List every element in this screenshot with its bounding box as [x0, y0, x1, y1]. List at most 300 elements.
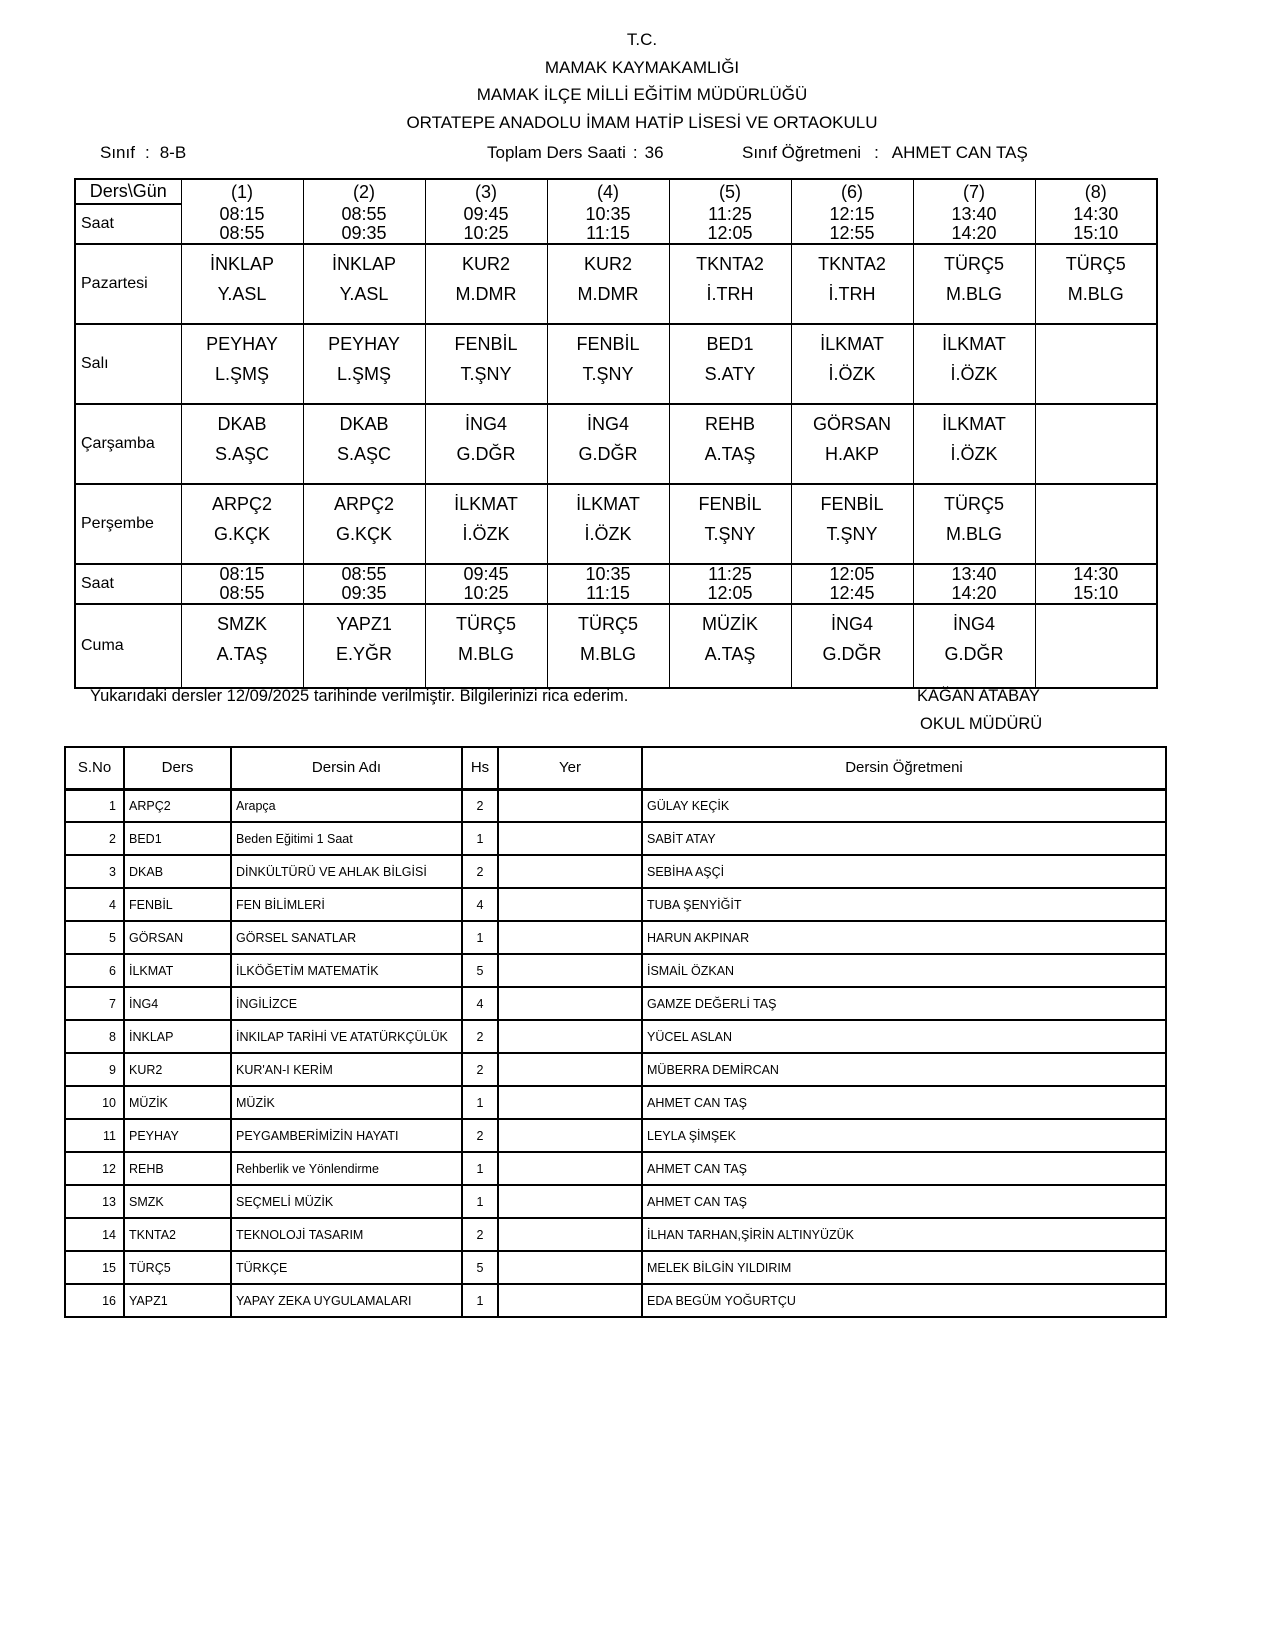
lesson-cell: [425, 404, 547, 484]
note-text: Yukarıdaki dersler 12/09/2025 tarihinde verilmiştir. Bilgilerinizi rica ederim.: [90, 687, 629, 705]
time-start: 13:40: [951, 564, 997, 584]
row-number: 6: [65, 954, 124, 987]
time-end: 12:45: [829, 583, 875, 603]
lesson-code: YAPZ1: [336, 614, 392, 634]
course-hours: 1: [462, 1152, 498, 1185]
lesson-teacher: M.DMR: [455, 284, 517, 304]
course-code: BED1: [124, 822, 231, 855]
row-number: 7: [65, 987, 124, 1020]
lesson-cell: [303, 244, 425, 324]
course-hours: 2: [462, 789, 498, 822]
time-cell: [547, 204, 669, 244]
letterhead-line-directorate: MAMAK İLÇE MİLLİ EĞİTİM MÜDÜRLÜĞÜ: [476, 85, 808, 104]
course-code: ARPÇ2: [124, 789, 231, 822]
corner-cell: Ders\Gün: [75, 179, 181, 204]
time-cell: [669, 564, 791, 604]
course-code: TÜRÇ5: [124, 1251, 231, 1284]
time-end: 10:25: [463, 222, 509, 243]
course-row: [65, 1284, 1166, 1317]
course-name: DİNKÜLTÜRÜ VE AHLAK BİLGİSİ: [231, 855, 462, 888]
saat-row: [75, 204, 1157, 244]
course-name: Arapça: [231, 789, 462, 822]
letterhead-line-school: ORTATEPE ANADOLU İMAM HATİP LİSESİ VE ORTAOKULU: [406, 112, 878, 132]
lesson-cell: [669, 484, 791, 564]
day-row: [75, 244, 1157, 324]
time-start: 14:30: [1073, 564, 1119, 584]
day-label: Çarşamba: [75, 404, 181, 484]
course-code: İNG4: [124, 987, 231, 1020]
lesson-code: KUR2: [461, 254, 510, 274]
course-teacher: MÜBERRA DEMİRCAN: [642, 1053, 1166, 1086]
col-header-dersin-adi: Dersin Adı: [231, 747, 462, 789]
course-place: [498, 1218, 642, 1251]
time-end: 14:20: [951, 583, 997, 603]
day-label: Salı: [75, 324, 181, 404]
lesson-teacher: İ.ÖZK: [828, 364, 876, 384]
course-code: YAPZ1: [124, 1284, 231, 1317]
weekly-timetable: [74, 178, 1158, 689]
course-hours: 1: [462, 1284, 498, 1317]
day-row: [75, 324, 1157, 404]
class-teacher-value: AHMET CAN TAŞ: [891, 143, 1028, 162]
row-number: 1: [65, 789, 124, 822]
course-teacher: TUBA ŞENYİĞİT: [642, 888, 1166, 921]
class-info: [100, 143, 186, 163]
time-cell: [791, 564, 913, 604]
lesson-cell: [181, 324, 303, 404]
lesson-code: TÜRÇ5: [455, 614, 516, 634]
lesson-code: TKNTA2: [818, 254, 886, 274]
day-row: [75, 404, 1157, 484]
lesson-code: İLKMAT: [576, 494, 640, 514]
time-start: 14:30: [1073, 204, 1119, 224]
lesson-cell: [1035, 324, 1157, 404]
course-row: [65, 789, 1166, 822]
lesson-code: MÜZİK: [702, 614, 758, 634]
row-number: 8: [65, 1020, 124, 1053]
course-hours: 2: [462, 1053, 498, 1086]
lesson-cell: [303, 484, 425, 564]
lesson-code: İLKMAT: [820, 334, 884, 354]
lesson-teacher: M.BLG: [579, 644, 636, 664]
course-teacher: İSMAİL ÖZKAN: [642, 954, 1166, 987]
letterhead-line-tc: T.C.: [626, 30, 658, 49]
lesson-teacher: İ.TRH: [828, 284, 876, 304]
course-name: FEN BİLİMLERİ: [231, 888, 462, 921]
course-hours: 4: [462, 987, 498, 1020]
lesson-teacher: L.ŞMŞ: [336, 364, 392, 384]
course-place: [498, 855, 642, 888]
course-row: [65, 1020, 1166, 1053]
letterhead: [0, 26, 1284, 136]
lesson-cell: [791, 484, 913, 564]
lesson-teacher: T.ŞNY: [704, 524, 756, 544]
course-place: [498, 1152, 642, 1185]
lesson-cell: [913, 604, 1035, 688]
course-hours: 4: [462, 888, 498, 921]
saat-label: Saat: [75, 204, 181, 244]
course-name: TEKNOLOJİ TASARIM: [231, 1218, 462, 1251]
lesson-teacher: Y.ASL: [339, 284, 389, 304]
time-start: 08:15: [219, 564, 265, 584]
course-teacher: YÜCEL ASLAN: [642, 1020, 1166, 1053]
lesson-code: TÜRÇ5: [943, 254, 1004, 274]
course-row: [65, 822, 1166, 855]
lesson-teacher: G.DĞR: [456, 444, 516, 464]
day-label: Pazartesi: [75, 244, 181, 324]
period-header: (4): [547, 179, 669, 204]
time-start: 08:15: [219, 204, 265, 224]
lesson-teacher: E.YĞR: [335, 644, 392, 664]
course-row: [65, 1053, 1166, 1086]
time-start: 12:15: [829, 204, 875, 224]
lesson-teacher: A.TAŞ: [704, 444, 756, 464]
signer-title: OKUL MÜDÜRÜ: [920, 715, 1043, 733]
time-cell: [547, 564, 669, 604]
lesson-code: TÜRÇ5: [1065, 254, 1126, 274]
lesson-code: DKAB: [339, 414, 389, 434]
row-number: 11: [65, 1119, 124, 1152]
lesson-teacher: M.BLG: [945, 524, 1002, 544]
course-teacher: MELEK BİLGİN YILDIRIM: [642, 1251, 1166, 1284]
lesson-cell: [791, 604, 913, 688]
lesson-cell: [791, 324, 913, 404]
course-teacher: EDA BEGÜM YOĞURTÇU: [642, 1284, 1166, 1317]
lesson-teacher: G.KÇK: [213, 524, 270, 544]
course-name: KUR'AN-I KERİM: [231, 1053, 462, 1086]
lesson-teacher: H.AKP: [824, 444, 880, 464]
course-name: PEYGAMBERİMİZİN HAYATI: [231, 1119, 462, 1152]
course-teacher: AHMET CAN TAŞ: [642, 1185, 1166, 1218]
row-number: 12: [65, 1152, 124, 1185]
day-row: [75, 484, 1157, 564]
course-hours: 2: [462, 1218, 498, 1251]
course-teacher: SEBİHA AŞÇİ: [642, 855, 1166, 888]
course-name: İLKÖĞETİM MATEMATİK: [231, 954, 462, 987]
lesson-code: TKNTA2: [696, 254, 764, 274]
saat-label: Saat: [75, 564, 181, 604]
lesson-code: İLKMAT: [942, 414, 1006, 434]
course-hours: 5: [462, 1251, 498, 1284]
row-number: 5: [65, 921, 124, 954]
course-name: YAPAY ZEKA UYGULAMALARI: [231, 1284, 462, 1317]
course-name: MÜZİK: [231, 1086, 462, 1119]
course-place: [498, 822, 642, 855]
course-place: [498, 1185, 642, 1218]
day-label: Perşembe: [75, 484, 181, 564]
time-cell: [1035, 564, 1157, 604]
colon: :: [874, 143, 879, 162]
course-place: [498, 1251, 642, 1284]
course-name: İNGİLİZCE: [231, 987, 462, 1020]
lesson-cell: [425, 484, 547, 564]
course-place: [498, 1020, 642, 1053]
lesson-cell: [181, 404, 303, 484]
lesson-cell: [303, 404, 425, 484]
day-row: [75, 604, 1157, 688]
lesson-code: REHB: [704, 414, 755, 434]
lesson-code: FENBİL: [576, 334, 640, 354]
time-start: 11:25: [708, 564, 752, 584]
lesson-cell: [547, 324, 669, 404]
lesson-teacher: G.DĞR: [578, 444, 638, 464]
lesson-teacher: M.DMR: [577, 284, 639, 304]
letterhead-line-district: MAMAK KAYMAKAMLIĞI: [544, 57, 740, 77]
lesson-teacher: G.DĞR: [822, 644, 882, 664]
row-number: 3: [65, 855, 124, 888]
lesson-cell: [303, 324, 425, 404]
class-info-row: [0, 143, 1284, 167]
time-cell: [181, 564, 303, 604]
time-end: 12:55: [829, 222, 875, 243]
lesson-teacher: İ.ÖZK: [584, 524, 632, 544]
signer-name: KAĞAN ATABAY: [917, 687, 1040, 705]
time-end: 10:25: [463, 583, 509, 603]
lesson-code: İNKLAP: [331, 254, 397, 274]
course-teacher: HARUN AKPINAR: [642, 921, 1166, 954]
lesson-cell: [913, 404, 1035, 484]
lesson-cell: [181, 244, 303, 324]
course-name: İNKILAP TARİHİ VE ATATÜRKÇÜLÜK: [231, 1020, 462, 1053]
course-code: GÖRSAN: [124, 921, 231, 954]
time-end: 09:35: [341, 583, 387, 603]
saat-row-friday: [75, 564, 1157, 604]
time-end: 14:20: [951, 222, 997, 243]
time-start: 13:40: [951, 204, 997, 224]
total-hours-info: [487, 143, 664, 163]
time-end: 15:10: [1073, 583, 1119, 603]
time-end: 08:55: [219, 583, 265, 603]
course-teacher: SABİT ATAY: [642, 822, 1166, 855]
course-name: Rehberlik ve Yönlendirme: [231, 1152, 462, 1185]
course-teacher: LEYLA ŞİMŞEK: [642, 1119, 1166, 1152]
lesson-cell: [547, 404, 669, 484]
lesson-cell: [913, 484, 1035, 564]
time-end: 15:10: [1073, 222, 1119, 243]
course-row: [65, 1185, 1166, 1218]
course-place: [498, 987, 642, 1020]
row-number: 4: [65, 888, 124, 921]
course-code: DKAB: [124, 855, 231, 888]
time-end: 12:05: [707, 583, 753, 603]
colon: :: [632, 143, 638, 162]
time-cell: [1035, 204, 1157, 244]
course-row: [65, 1152, 1166, 1185]
time-cell: [913, 204, 1035, 244]
time-cell: [913, 564, 1035, 604]
course-place: [498, 1053, 642, 1086]
lesson-cell: [791, 244, 913, 324]
time-cell: [181, 204, 303, 244]
lesson-code: PEYHAY: [328, 334, 400, 354]
course-hours: 2: [462, 1020, 498, 1053]
lesson-code: KUR2: [583, 254, 632, 274]
course-row: [65, 1218, 1166, 1251]
time-end: 11:15: [586, 222, 630, 243]
lesson-cell: [425, 244, 547, 324]
lesson-teacher: M.BLG: [945, 284, 1002, 304]
lesson-cell: [1035, 244, 1157, 324]
time-start: 12:05: [829, 564, 875, 584]
course-row: [65, 1119, 1166, 1152]
period-header: (1): [181, 179, 303, 204]
class-value: 8-B: [159, 143, 187, 162]
course-code: SMZK: [124, 1185, 231, 1218]
lesson-teacher: S.AŞC: [336, 444, 392, 464]
lesson-code: İNG4: [830, 614, 873, 634]
lesson-teacher: M.BLG: [457, 644, 514, 664]
lesson-teacher: L.ŞMŞ: [214, 364, 270, 384]
lesson-code: TÜRÇ5: [943, 494, 1004, 514]
lesson-code: TÜRÇ5: [577, 614, 638, 634]
lesson-cell: [547, 604, 669, 688]
lesson-cell: [913, 244, 1035, 324]
col-header-hs: Hs: [462, 747, 498, 789]
lesson-cell: [1035, 404, 1157, 484]
lesson-code: İNG4: [464, 414, 507, 434]
time-start: 11:25: [708, 204, 752, 224]
row-number: 16: [65, 1284, 124, 1317]
lesson-code: İLKMAT: [942, 334, 1006, 354]
lesson-cell: [669, 404, 791, 484]
time-cell: [303, 204, 425, 244]
lesson-teacher: İ.ÖZK: [462, 524, 510, 544]
row-number: 14: [65, 1218, 124, 1251]
period-header: (8): [1035, 179, 1157, 204]
course-name: GÖRSEL SANATLAR: [231, 921, 462, 954]
class-teacher-info: [742, 143, 1028, 163]
course-row: [65, 954, 1166, 987]
course-teacher: AHMET CAN TAŞ: [642, 1086, 1166, 1119]
course-hours: 1: [462, 1185, 498, 1218]
class-label: Sınıf: [100, 143, 135, 162]
lesson-teacher: S.AŞC: [214, 444, 270, 464]
lesson-cell: [913, 324, 1035, 404]
lesson-cell: [547, 244, 669, 324]
time-cell: [303, 564, 425, 604]
lesson-cell: [669, 604, 791, 688]
course-hours: 1: [462, 921, 498, 954]
lesson-code: İNKLAP: [209, 254, 275, 274]
periods-header-row: [75, 179, 1157, 204]
row-number: 9: [65, 1053, 124, 1086]
lesson-teacher: T.ŞNY: [582, 364, 634, 384]
time-end: 08:55: [219, 222, 265, 243]
period-header: (7): [913, 179, 1035, 204]
lesson-code: SMZK: [216, 614, 267, 634]
lesson-cell: [669, 324, 791, 404]
lesson-cell: [181, 484, 303, 564]
course-place: [498, 789, 642, 822]
lesson-code: İLKMAT: [454, 494, 518, 514]
lesson-code: İNG4: [952, 614, 995, 634]
time-cell: [425, 564, 547, 604]
course-place: [498, 1119, 642, 1152]
lesson-teacher: A.TAŞ: [216, 644, 268, 664]
course-row: [65, 1086, 1166, 1119]
time-cell: [791, 204, 913, 244]
course-list-table: [64, 746, 1167, 1318]
course-code: FENBİL: [124, 888, 231, 921]
course-name: TÜRKÇE: [231, 1251, 462, 1284]
col-header-yer: Yer: [498, 747, 642, 789]
lesson-code: FENBİL: [698, 494, 762, 514]
lesson-cell: [1035, 484, 1157, 564]
total-hours-label: Toplam Ders Saati: [487, 143, 626, 162]
lesson-teacher: İ.ÖZK: [950, 444, 998, 464]
course-place: [498, 1086, 642, 1119]
lesson-teacher: A.TAŞ: [704, 644, 756, 664]
time-cell: [425, 204, 547, 244]
course-place: [498, 921, 642, 954]
course-teacher: GÜLAY KEÇİK: [642, 789, 1166, 822]
course-hours: 1: [462, 1086, 498, 1119]
course-code: TKNTA2: [124, 1218, 231, 1251]
lesson-teacher: M.BLG: [1067, 284, 1124, 304]
course-hours: 5: [462, 954, 498, 987]
course-code: İLKMAT: [124, 954, 231, 987]
time-cell: [669, 204, 791, 244]
lesson-cell: [425, 604, 547, 688]
course-table-header-row: [65, 747, 1166, 789]
course-code: REHB: [124, 1152, 231, 1185]
lesson-teacher: Y.ASL: [217, 284, 267, 304]
lesson-code: DKAB: [217, 414, 267, 434]
course-name: SEÇMELİ MÜZİK: [231, 1185, 462, 1218]
course-hours: 1: [462, 822, 498, 855]
period-header: (3): [425, 179, 547, 204]
course-name: Beden Eğitimi 1 Saat: [231, 822, 462, 855]
course-row: [65, 1251, 1166, 1284]
course-row: [65, 921, 1166, 954]
col-header-dersin-ogretmeni: Dersin Öğretmeni: [642, 747, 1166, 789]
course-code: KUR2: [124, 1053, 231, 1086]
colon: :: [144, 143, 150, 162]
period-header: (6): [791, 179, 913, 204]
period-header: (2): [303, 179, 425, 204]
time-start: 10:35: [585, 204, 631, 224]
lesson-teacher: İ.TRH: [706, 284, 754, 304]
course-place: [498, 954, 642, 987]
lesson-cell: [303, 604, 425, 688]
time-start: 08:55: [341, 204, 387, 224]
lesson-cell: [791, 404, 913, 484]
course-place: [498, 1284, 642, 1317]
day-label: Cuma: [75, 604, 181, 688]
lesson-code: ARPÇ2: [333, 494, 395, 514]
lesson-teacher: T.ŞNY: [460, 364, 512, 384]
class-teacher-label: Sınıf Öğretmeni: [742, 143, 862, 162]
course-hours: 2: [462, 1119, 498, 1152]
time-start: 09:45: [463, 564, 509, 584]
course-row: [65, 855, 1166, 888]
course-teacher: İLHAN TARHAN,ŞİRİN ALTINYÜZÜK: [642, 1218, 1166, 1251]
total-hours-value: 36: [644, 143, 664, 162]
course-code: MÜZİK: [124, 1086, 231, 1119]
lesson-teacher: G.DĞR: [944, 644, 1004, 664]
lesson-teacher: T.ŞNY: [826, 524, 878, 544]
lesson-code: PEYHAY: [206, 334, 278, 354]
lesson-code: BED1: [706, 334, 754, 354]
lesson-code: İNG4: [586, 414, 629, 434]
lesson-teacher: İ.ÖZK: [950, 364, 998, 384]
lesson-cell: [669, 244, 791, 324]
course-row: [65, 987, 1166, 1020]
course-teacher: GAMZE DEĞERLİ TAŞ: [642, 987, 1166, 1020]
course-hours: 2: [462, 855, 498, 888]
row-number: 15: [65, 1251, 124, 1284]
col-header-ders: Ders: [124, 747, 231, 789]
